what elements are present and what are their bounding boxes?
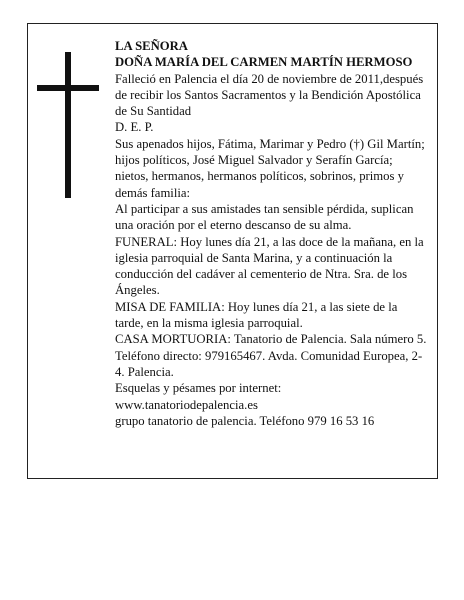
family-paragraph: Sus apenados hijos, Fátima, Marimar y Pedro (†) Gil Martín; hijos políticos, José Miguel Salvador y Serafín García; nietos, hermanos, hermanos políticos, sobrinos, primos y demás familia:: [115, 136, 425, 200]
dep-line: D. E. P.: [115, 120, 154, 135]
latin-cross-icon: [37, 52, 99, 198]
internet-label: Esquelas y pésames por internet:: [115, 381, 282, 396]
deceased-name: DOÑA MARÍA DEL CARMEN MARTÍN HERMOSO: [115, 55, 413, 70]
cross-vertical-bar: [65, 52, 71, 198]
group-contact: grupo tanatorio de palencia. Teléfono 979 16 53 16: [115, 413, 375, 428]
mortuary-info: CASA MORTUORIA: Tanatorio de Palencia. Sala número 5. Teléfono directo: 979165467. Avda. Comunidad Europea, 2-4. Palencia.: [115, 332, 427, 379]
obituary-text: [115, 38, 427, 429]
death-notice: Falleció en Palencia el día 20 de noviembre de 2011,después de recibir los Santos Sacramentos y la Bendición Apostólica de Su Santidad: [115, 71, 424, 119]
funeral-info: FUNERAL: Hoy lunes día 21, a las doce de la mañana, en la iglesia parroquial de Santa Marina, y a continuación la conducción del cadáver al cementerio de Ntra. Sra. de los Ángeles.: [115, 234, 424, 298]
prayer-request: Al participar a sus amistades tan sensible pérdida, suplican una oración por el eterno descanso de su alma.: [115, 201, 414, 233]
website-link[interactable]: www.tanatoriodepalencia.es: [115, 397, 258, 412]
family-mass-info: MISA DE FAMILIA: Hoy lunes día 21, a las siete de la tarde, en la misma iglesia parroquial.: [115, 299, 398, 331]
heading-title: LA SEÑORA: [115, 39, 188, 53]
cross-horizontal-bar: [37, 85, 99, 91]
